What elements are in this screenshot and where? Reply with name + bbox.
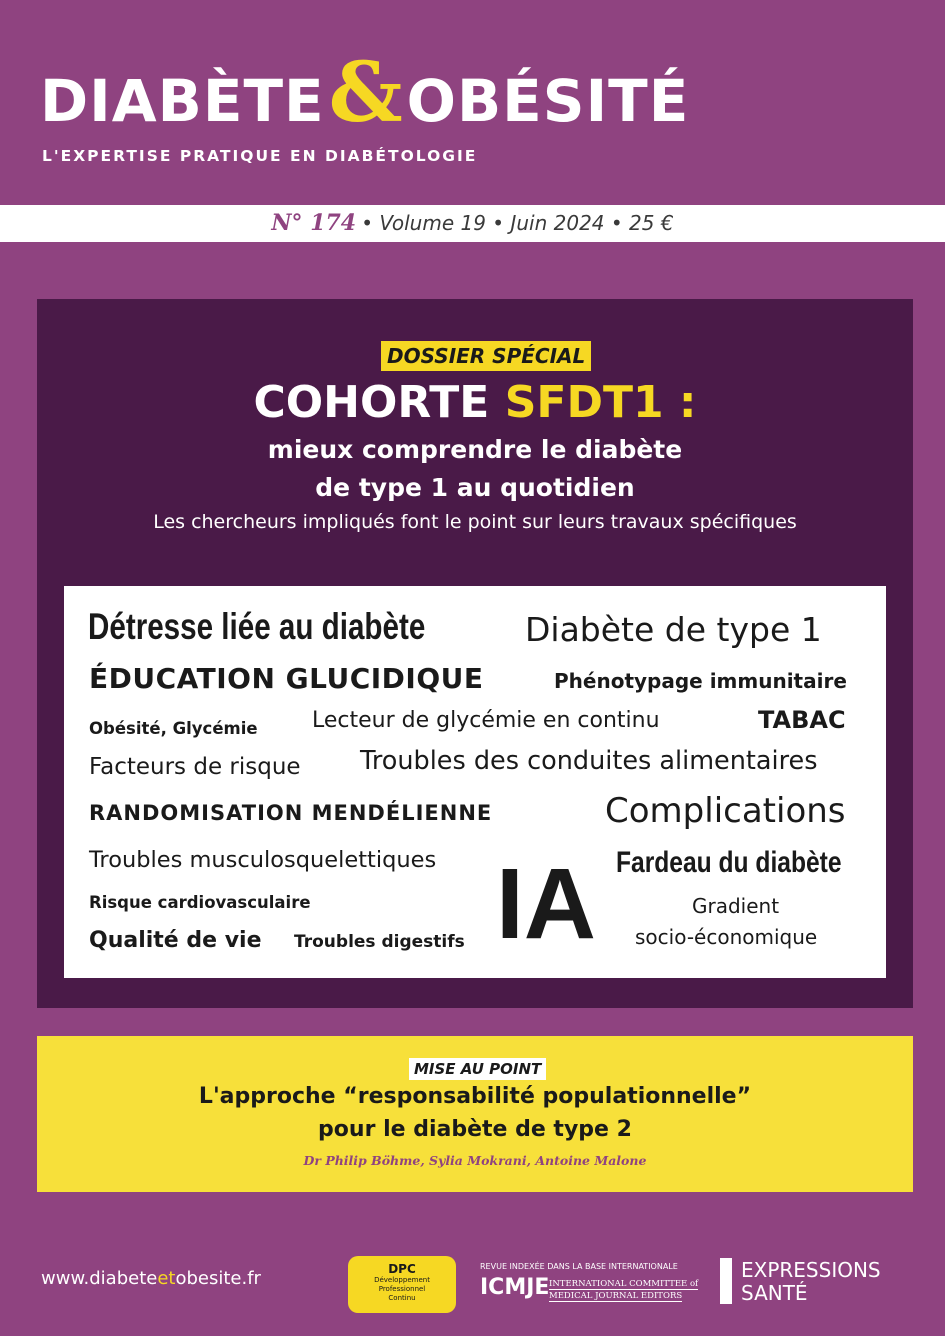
headline-sfdt1: SFDT1 : bbox=[504, 377, 697, 428]
keyword: Troubles digestifs bbox=[294, 932, 465, 952]
headline-cohorte: COHORTE bbox=[253, 377, 490, 428]
keyword-cloud bbox=[64, 586, 886, 978]
keyword: Obésité, Glycémie bbox=[89, 719, 258, 738]
dossier-description: Les chercheurs impliqués font le point sur leurs travaux spécifiques bbox=[153, 511, 797, 533]
keyword: Troubles des conduites alimentaires bbox=[360, 746, 818, 776]
keyword: Diabète de type 1 bbox=[525, 610, 822, 649]
dpc-title: DPC bbox=[388, 1262, 416, 1276]
dpc-line: Développement bbox=[374, 1276, 430, 1284]
keyword: ÉDUCATION GLUCIDIQUE bbox=[89, 662, 484, 695]
title-diabete: DIABÈTE bbox=[40, 67, 325, 135]
keyword: TABAC bbox=[758, 706, 846, 734]
dossier-tag: DOSSIER SPÉCIAL bbox=[381, 341, 591, 371]
dossier-special bbox=[37, 299, 913, 1008]
icmje-note: REVUE INDEXÉE DANS LA BASE INTERNATIONALE bbox=[480, 1262, 678, 1271]
keyword: Détresse liée au diabète bbox=[88, 606, 426, 647]
keyword: RANDOMISATION MENDÉLIENNE bbox=[89, 801, 493, 825]
mise-authors: Dr Philip Böhme, Sylia Mokrani, Antoine Malone bbox=[303, 1153, 647, 1168]
mise-title-line2: pour le diabète de type 2 bbox=[318, 1117, 632, 1142]
dpc-line: Continu bbox=[388, 1294, 416, 1302]
dossier-subtitle-line2: de type 1 au quotidien bbox=[315, 473, 635, 502]
dossier-subtitle-line1: mieux comprendre le diabète bbox=[267, 435, 683, 464]
dpc-badge bbox=[348, 1256, 456, 1313]
website-part: www.diabete bbox=[41, 1268, 158, 1289]
keyword: Phénotypage immunitaire bbox=[554, 669, 847, 693]
keyword: Troubles musculosquelettiques bbox=[89, 847, 437, 873]
keyword: socio-économique bbox=[635, 925, 818, 949]
website-link[interactable] bbox=[41, 1268, 261, 1289]
dossier-headline bbox=[37, 377, 913, 428]
keyword: Qualité de vie bbox=[89, 928, 262, 953]
keyword: Gradient bbox=[692, 894, 780, 918]
mise-au-point bbox=[37, 1036, 913, 1192]
mise-tag: MISE AU POINT bbox=[409, 1058, 546, 1080]
keyword: Fardeau du diabète bbox=[616, 846, 842, 879]
title-ampersand: & bbox=[328, 45, 403, 141]
keyword: Risque cardiovasculaire bbox=[89, 893, 311, 912]
keyword: Complications bbox=[605, 791, 846, 831]
issue-details: • Volume 19 • Juin 2024 • 25 € bbox=[361, 211, 674, 235]
magazine-title bbox=[40, 45, 690, 141]
dpc-line: Professionnel bbox=[378, 1285, 426, 1293]
icmje-subtitle: INTERNATIONAL COMMITTEE of bbox=[549, 1279, 699, 1289]
website-part: obesite.fr bbox=[175, 1268, 261, 1289]
icmje-subtitle: MEDICAL JOURNAL EDITORS bbox=[549, 1291, 683, 1301]
title-obesite: OBÉSITÉ bbox=[406, 67, 690, 135]
masthead bbox=[0, 0, 945, 205]
publisher-name: EXPRESSIONS bbox=[741, 1258, 881, 1282]
mise-title-line1: L'approche “responsabilité populationnelle” bbox=[198, 1084, 752, 1109]
issue-number: N° 174 bbox=[271, 210, 357, 236]
publisher-bar-icon bbox=[720, 1258, 732, 1304]
keyword-ia: IA bbox=[496, 848, 596, 960]
tagline: L'EXPERTISE PRATIQUE EN DIABÉTOLOGIE bbox=[42, 147, 478, 165]
issue-band bbox=[0, 205, 945, 242]
publisher-name: SANTÉ bbox=[741, 1281, 808, 1305]
icmje-logo: ICMJE bbox=[480, 1275, 550, 1300]
website-highlight: et bbox=[157, 1268, 176, 1289]
keyword: Lecteur de glycémie en continu bbox=[312, 708, 660, 733]
keyword: Facteurs de risque bbox=[89, 754, 301, 780]
